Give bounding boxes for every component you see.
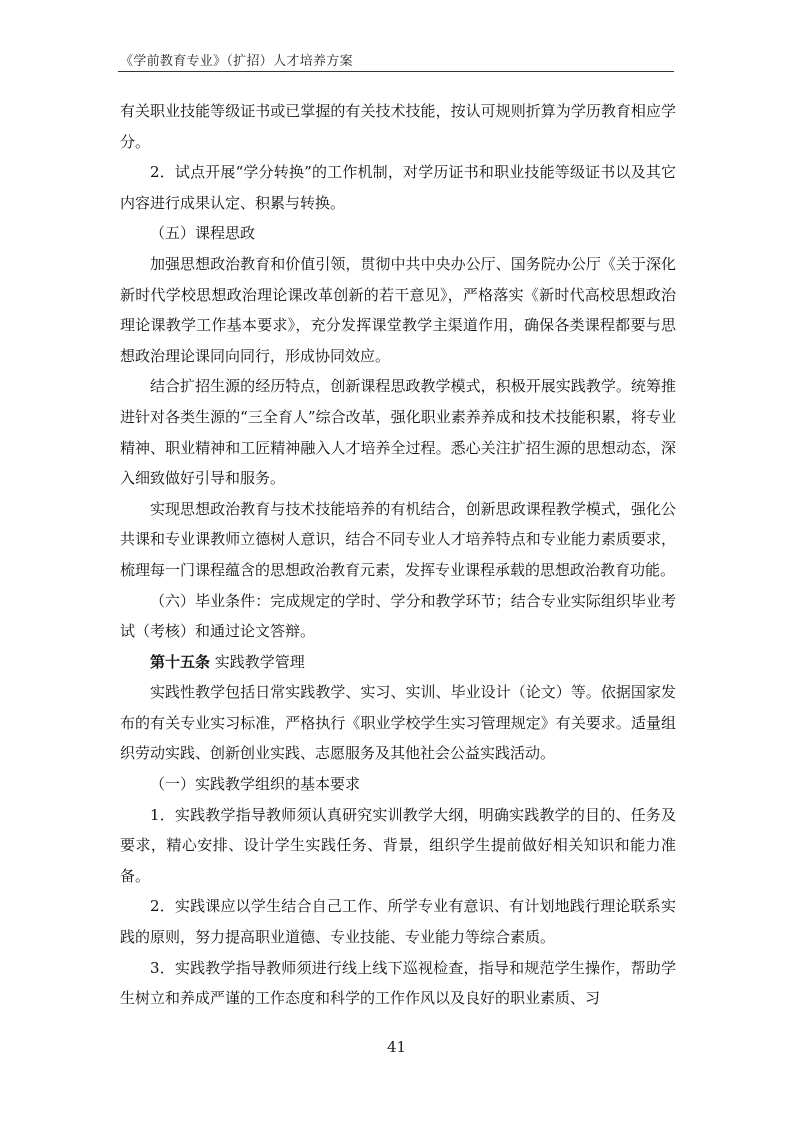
section-heading: （五）课程思政 — [150, 224, 256, 243]
paragraph: 2．实践课应以学生结合自己工作、所学专业有意识、有计划地践行理论联系实践的原则，努力提高职业道德、专业技能、专业能力等综合素质。 — [120, 897, 676, 947]
article-title: 实践教学管理 — [214, 652, 305, 671]
page-number: 41 — [386, 1038, 407, 1056]
body-text — [120, 96, 676, 1014]
article-heading — [120, 647, 676, 678]
paragraph: （六）毕业条件：完成规定的学时、学分和教学环节；结合专业实际组织毕业考试（考核）和通过论文答辩。 — [120, 591, 676, 641]
paragraph: 3．实践教学指导教师须进行线上线下巡视检查，指导和规范学生操作，帮助学生树立和养成严谨的工作态度和科学的工作作风以及良好的职业素质、习 — [120, 958, 676, 1008]
running-header: 《学前教育专业》（扩招）人才培养方案 — [120, 54, 353, 69]
paragraph: 实践性教学包括日常实践教学、实习、实训、毕业设计（论文）等。依据国家发布的有关专业实习标准，严格执行《职业学校学生实习管理规定》有关要求。适量组织劳动实践、创新创业实践、志愿服务及其他社会公益实践活动。 — [120, 683, 676, 763]
paragraph: 2．试点开展“学分转换”的工作机制，对学历证书和职业技能等级证书以及其它内容进行成果认定、积累与转换。 — [120, 163, 676, 212]
paragraph: 加强思想政治教育和价值引领，贯彻中共中央办公厅、国务院办公厅《关于深化新时代学校思想政治理论课改革创新的若干意见》，严格落实《新时代高校思想政治理论课教学工作基本要求》，充分发挥课堂教学主渠道作用，确保各类课程都要与思想政治理论课同向同行，形成协同效应。 — [120, 254, 676, 365]
header-rule — [118, 71, 674, 72]
paragraph: 实现思想政治教育与技术技能培养的有机结合，创新思政课程教学模式，强化公共课和专业课教师立德树人意识，结合不同专业人才培养特点和专业能力素质要求，梳理每一门课程蕴含的思想政治教育元素，发挥专业课程承载的思想政治教育功能。 — [120, 499, 676, 579]
article-number: 第十五条 — [150, 652, 211, 671]
section-heading: （一）实践教学组织的基本要求 — [150, 775, 361, 794]
paragraph: 结合扩招生源的经历特点，创新课程思政教学模式，积极开展实践教学。统筹推进针对各类生源的“三全育人”综合改革，强化职业素养养成和技术技能积累，将专业精神、职业精神和工匠精神融入人才培养全过程。悉心关注扩招生源的思想动态，深入细致做好引导和服务。 — [120, 377, 676, 488]
paragraph: 1．实践教学指导教师须认真研究实训教学大纲，明确实践教学的目的、任务及要求，精心安排、设计学生实践任务、背景，组织学生提前做好相关知识和能力准备。 — [120, 805, 676, 885]
paragraph-continued: 有关职业技能等级证书或已掌握的有关技术技能，按认可规则折算为学历教育相应学分。 — [120, 102, 676, 151]
